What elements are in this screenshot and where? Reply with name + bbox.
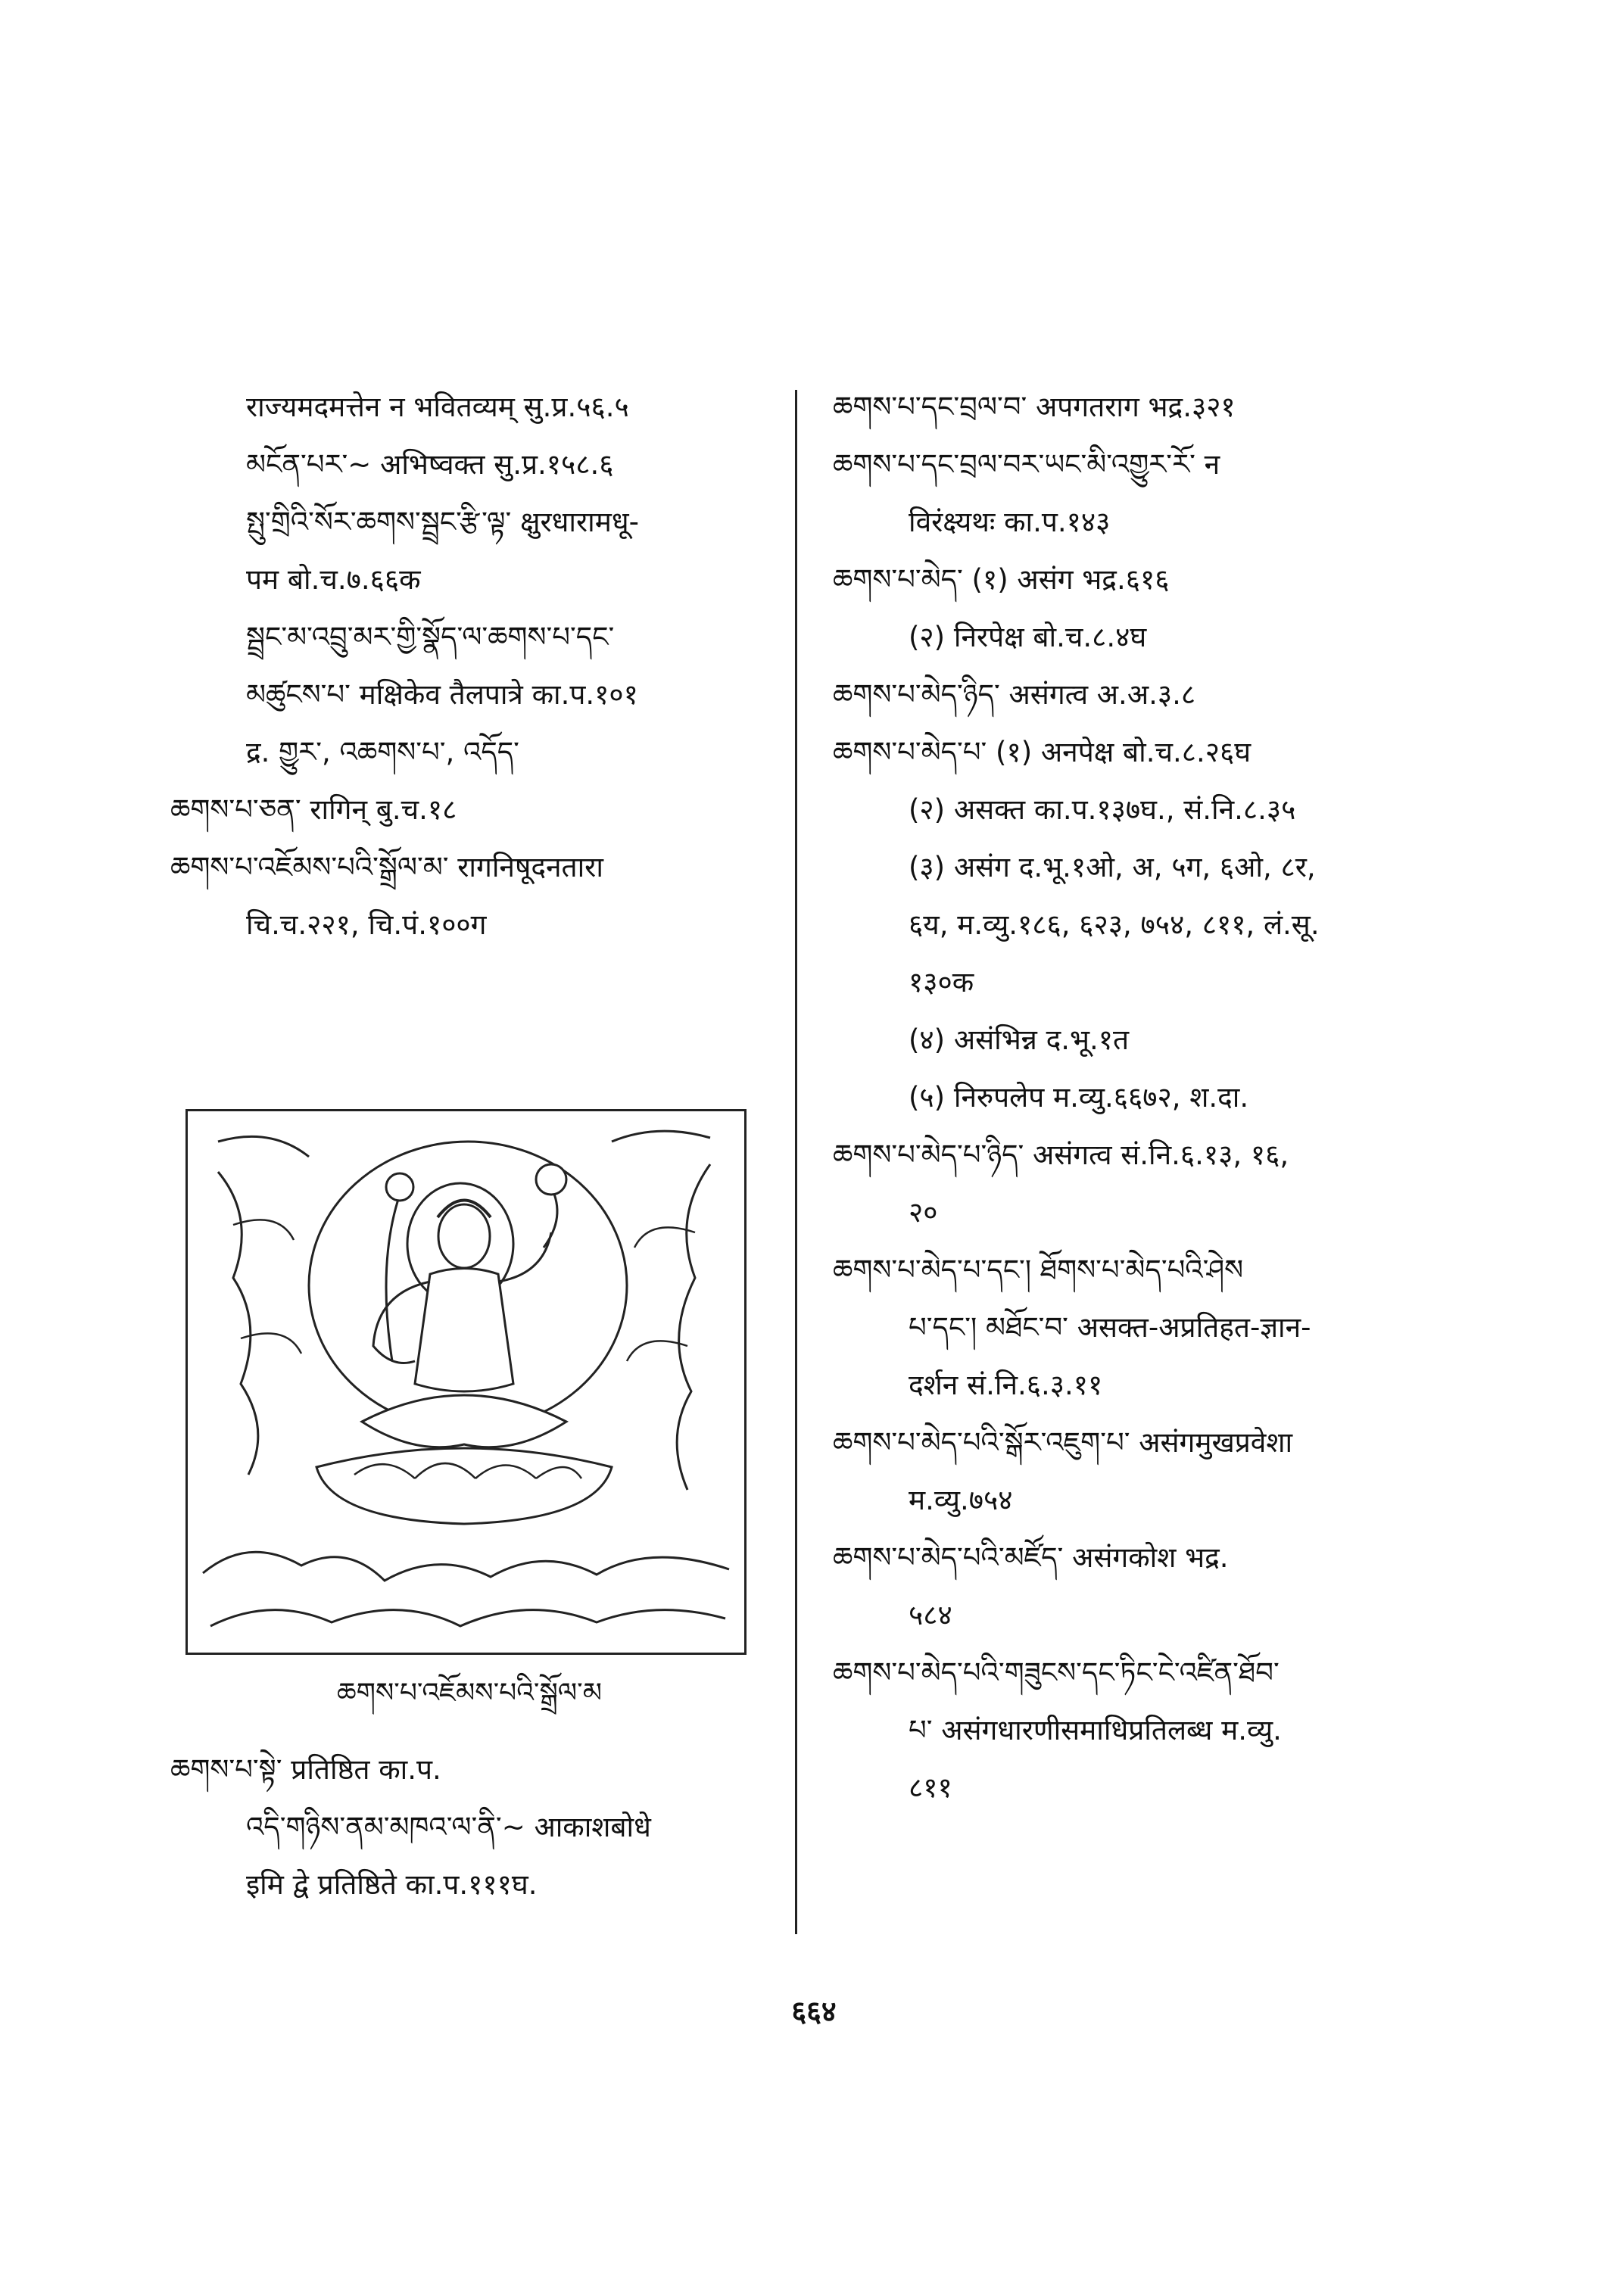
entry-line: (३) असंग द.भू.१ओ, अ, ५ग, ६ओ, ८र, bbox=[909, 851, 1316, 883]
entry-headword: ཆགས་པ་མེད་ཉིད་ असंगत्व अ.अ.३.८ bbox=[833, 678, 1196, 711]
entry-line: म.व्यु.७५४ bbox=[909, 1484, 1013, 1516]
column-divider bbox=[795, 390, 797, 1934]
entry-line: (५) निरुपलेप म.व्यु.६६७२, श.दा. bbox=[909, 1081, 1249, 1114]
entry-headword: ཆགས་པ་འཇོམས་པའི་སྒྲོལ་མ་ रागनिषूदनतारा bbox=[170, 851, 603, 883]
entry-headword: ཆགས་པ་དང་བྲལ་བ་ अपगतराग भद्र.३२१ bbox=[833, 391, 1236, 423]
entry-line: दर्शन सं.नि.६.३.११ bbox=[909, 1369, 1103, 1401]
entry-line: ५८४ bbox=[909, 1599, 952, 1631]
entry-line: (२) निरपेक्ष बो.च.८.४घ bbox=[909, 621, 1147, 653]
entry-line: २० bbox=[909, 1196, 938, 1229]
entry-line: སྦྲང་མ་འབྲུ་མར་གྱི་སྣོད་ལ་ཆགས་པ་དང་ bbox=[246, 621, 615, 653]
entry-headword: ཆགས་པ་སྟེ་ प्रतिष्ठित का.प. bbox=[170, 1753, 441, 1786]
entry-line: १३०क bbox=[909, 966, 974, 999]
entry-line: ८११ bbox=[909, 1771, 952, 1804]
entry-headword: ཆགས་པ་མེད་པའི་སྒོར་འཇུག་པ་ असंगमुखप्रवेशा bbox=[833, 1426, 1293, 1459]
entry-line: པ་ असंगधारणीसमाधिप्रतिलब्ध म.व्यु. bbox=[909, 1714, 1282, 1746]
entry-line: राज्यमदमत्तेन न भवितव्यम् सु.प्र.५६.५ bbox=[246, 391, 629, 423]
tara-illustration bbox=[185, 1109, 747, 1655]
entry-headword: ཆགས་པ་མེད་པའི་གཟུངས་དང་ཏིང་ངེ་འཛིན་ཐོབ་ bbox=[833, 1656, 1280, 1689]
entry-headword: ཆགས་པ་མེད་པ་དང་། ཐོགས་པ་མེད་པའི་ཤེས bbox=[833, 1254, 1244, 1286]
left-column-lower bbox=[170, 1741, 791, 1914]
entry-headword: ཆགས་པ་ཅན་ रागिन् बु.च.१८ bbox=[170, 793, 457, 826]
entry-line: द्र. གྱུར་, འཆགས་པ་, འདོད་ bbox=[246, 736, 519, 768]
entry-headword: ཆགས་པ་མེད་པ་ཉིད་ असंगत्व सं.नि.६.१३, १६, bbox=[833, 1139, 1289, 1171]
entry-headword: ཆགས་པ་མེད་པ་ (१) अनपेक्ष बो.च.८.२६घ bbox=[833, 736, 1252, 768]
entry-line: འདི་གཉིས་ནམ་མཁའ་ལ་ནི་~ आकाशबोधे bbox=[246, 1811, 651, 1843]
entry-headword: ཆགས་པ་མེད་པའི་མཛོད་ असंगकोश भद्र. bbox=[833, 1541, 1229, 1574]
entry-line: विरंक्ष्यथः का.प.१४३ bbox=[909, 506, 1111, 538]
entry-line: चि.च.२२१, चि.पं.१००ग bbox=[246, 908, 487, 941]
entry-headword: ཆགས་པ་དང་བྲལ་བར་ཡང་མི་འགྱུར་རོ་ न bbox=[833, 448, 1220, 481]
entry-line: ६य, म.व्यु.१८६, ६२३, ७५४, ८११, लं.सू. bbox=[909, 908, 1320, 941]
entry-line: इमि द्वे प्रतिष्ठिते का.प.१११घ. bbox=[246, 1868, 538, 1901]
deity-drawing bbox=[188, 1111, 744, 1653]
entry-line: སྤུ་གྲིའི་སོར་ཆགས་སྦྲང་རྩི་ལྟ་ क्षुरधारामधू- bbox=[246, 506, 639, 538]
entry-line: མངོན་པར་~ अभिष्वक्त सु.प्र.१५८.६ bbox=[246, 448, 614, 481]
page-number: ६६४ bbox=[791, 1995, 837, 2028]
entry-line: (२) असक्त का.प.१३७घ., सं.नि.८.३५ bbox=[909, 793, 1296, 826]
entry-line: པ་དང་། མཐོང་བ་ असक्त-अप्रतिहत-ज्ञान- bbox=[909, 1311, 1311, 1344]
entry-line: पम बो.च.७.६६क bbox=[246, 563, 421, 596]
right-column bbox=[833, 379, 1423, 1817]
illustration-caption: ཆགས་པ་འཇོམས་པའི་སྒྲོལ་མ bbox=[336, 1678, 603, 1709]
entry-line: མཚུངས་པ་ मक्षिकेव तैलपात्रे का.प.१०१ bbox=[246, 678, 638, 711]
left-column bbox=[170, 379, 791, 954]
entry-line: (४) असंभिन्न द.भू.१त bbox=[909, 1023, 1130, 1056]
entry-headword: ཆགས་པ་མེད་ (१) असंग भद्र.६१६ bbox=[833, 563, 1170, 596]
